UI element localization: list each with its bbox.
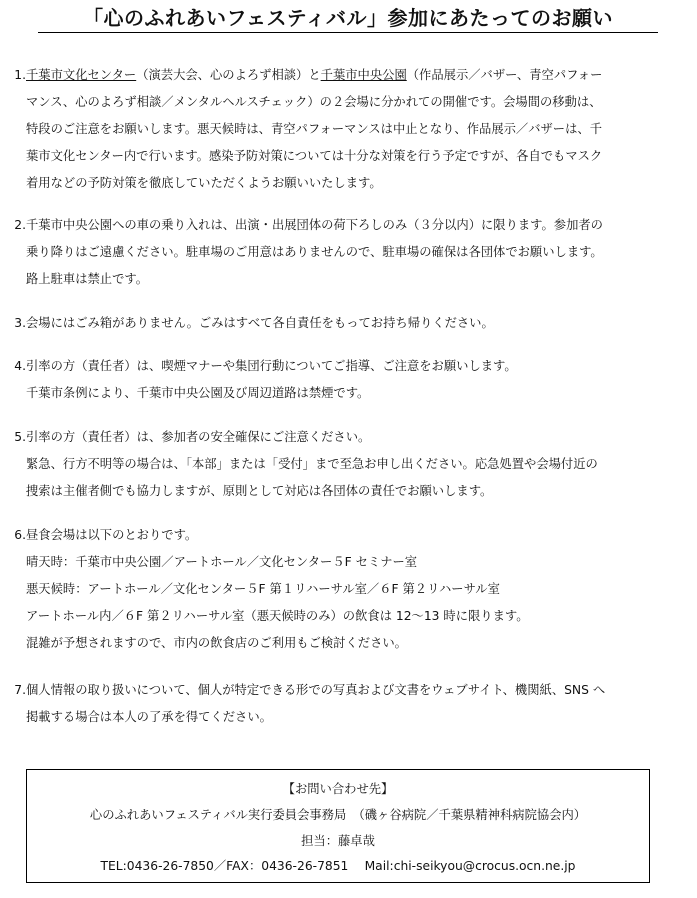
notice-text: 特段のご注意をお願いします。悪天候時は、青空パフォーマンスは中止となり、作品展示／バザーは、千 bbox=[26, 122, 602, 136]
contact-heading: 【お問い合わせ先】 bbox=[282, 782, 394, 796]
notice-line bbox=[8, 424, 686, 451]
notice-text: 千葉市条例により、千葉市中央公園及び周辺道路は禁煙です。 bbox=[26, 386, 370, 400]
notice-line bbox=[8, 353, 686, 380]
notice-text: 葉市文化センター内で行います。感染予防対策については十分な対策を行う予定ですが、各自でもマスク bbox=[26, 149, 603, 163]
item-number: 3. bbox=[14, 316, 26, 330]
notice-line bbox=[8, 212, 686, 239]
notice-text: 千葉市中央公園への車の乗り入れは、出演・出展団体の荷下ろしのみ（３分以内）に限ります。参加者の bbox=[26, 218, 603, 232]
notice-item-6 bbox=[8, 522, 686, 657]
notice-text: 晴天時：千葉市中央公園／アートホール／文化センター５F セミナー室 bbox=[26, 555, 418, 569]
notice-line bbox=[8, 677, 686, 704]
notice-line bbox=[8, 522, 686, 549]
notice-line bbox=[8, 630, 686, 657]
notice-line bbox=[8, 549, 686, 576]
notice-text: 掲載する場合は本人の了承を得てください。 bbox=[26, 710, 272, 724]
notice-item-2 bbox=[8, 212, 686, 293]
notice-text: マンス、心のよろず相談／メンタルヘルスチェック）の２会場に分かれての開催です。会場間の移動は、 bbox=[26, 95, 602, 109]
notice-item-3 bbox=[8, 310, 686, 337]
item-number: 4. bbox=[14, 359, 26, 373]
notice-text: （作品展示／バザー、青空パフォー bbox=[406, 68, 603, 82]
item-number: 2. bbox=[14, 218, 26, 232]
notice-text: 捜索は主催者側でも協力しますが、原則として対応は各団体の責任でお願いします。 bbox=[26, 484, 493, 498]
notice-line bbox=[8, 603, 686, 630]
notice-line bbox=[8, 116, 686, 143]
notice-item-7 bbox=[8, 677, 686, 731]
notice-item-4 bbox=[8, 353, 686, 407]
venue-name: 千葉市中央公園 bbox=[320, 68, 407, 82]
contact-organization: 心のふれあいフェスティバル実行委員会事務局 （磯ヶ谷病院／千葉県精神科病院協会内） bbox=[89, 808, 587, 822]
notice-text: 会場にはごみ箱がありません。ごみはすべて各自責任をもってお持ち帰りください。 bbox=[26, 316, 494, 330]
notice-item-1 bbox=[8, 62, 686, 197]
notice-line bbox=[8, 576, 686, 603]
title-underline bbox=[38, 32, 658, 33]
item-number: 6. bbox=[14, 528, 26, 542]
notice-line bbox=[8, 89, 686, 116]
notice-line bbox=[8, 266, 686, 293]
notice-line bbox=[8, 62, 686, 89]
notice-line bbox=[8, 170, 686, 197]
notice-text: 個人情報の取り扱いについて、個人が特定できる形での写真および文書をウェブサイト、機関紙、SNS へ bbox=[26, 683, 606, 697]
contact-phone-fax-mail: TEL:0436-26-7850／FAX：0436-26-7851 Mail:chi-seikyou@crocus.ocn.ne.jp bbox=[100, 859, 576, 873]
notice-text: 緊急、行方不明等の場合は、「本部」または「受付」まで至急お申し出ください。応急処置や会場付近の bbox=[26, 457, 598, 471]
notice-text: アートホール内／６F 第２リハーサル室（悪天候時のみ）の飲食は 12～13 時に限ります。 bbox=[26, 609, 529, 623]
notice-text: 引率の方（責任者）は、参加者の安全確保にご注意ください。 bbox=[26, 430, 371, 444]
item-number: 5. bbox=[14, 430, 26, 444]
notice-text: 悪天候時：アートホール／文化センター５F 第１リハーサル室／６F 第２リハーサル室 bbox=[26, 582, 500, 596]
notice-text: 昼食会場は以下のとおりです。 bbox=[26, 528, 198, 542]
notice-line bbox=[8, 143, 686, 170]
item-number: 1. bbox=[14, 68, 26, 82]
notice-text: 路上駐車は禁止です。 bbox=[26, 272, 148, 286]
notice-text: （演芸大会、心のよろず相談）と bbox=[136, 68, 321, 82]
notice-text: 混雑が予想されますので、市内の飲食店のご利用もご検討ください。 bbox=[26, 636, 407, 650]
notice-line bbox=[8, 310, 686, 337]
venue-name: 千葉市文化センター bbox=[26, 68, 137, 82]
notice-item-5 bbox=[8, 424, 686, 505]
notice-line bbox=[8, 451, 686, 478]
page-title: 「心のふれあいフェスティバル」参加にあたってのお願い bbox=[83, 6, 613, 30]
notice-text: 乗り降りはご遠慮ください。駐車場のご用意はありませんので、駐車場の確保は各団体でお願いします。 bbox=[26, 245, 603, 259]
notice-text: 引率の方（責任者）は、喫煙マナーや集団行動についてご指導、ご注意をお願いします。 bbox=[26, 359, 517, 373]
item-number: 7. bbox=[14, 683, 26, 697]
notice-line bbox=[8, 380, 686, 407]
notice-line bbox=[8, 478, 686, 505]
contact-person: 担当：藤卓哉 bbox=[301, 834, 375, 848]
notice-line bbox=[8, 239, 686, 266]
contact-box bbox=[26, 769, 650, 883]
notice-text: 着用などの予防対策を徹底していただくようお願いいたします。 bbox=[26, 176, 382, 190]
notice-line bbox=[8, 704, 686, 731]
